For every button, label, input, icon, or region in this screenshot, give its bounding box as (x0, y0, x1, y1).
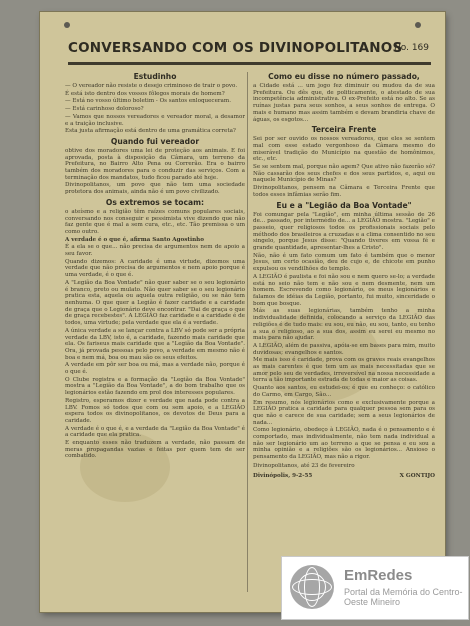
article-paragraph: A LEGIÃO é paulista e foi não sou e nem quero se-lo; a verdade está no seio não tem e não sou e nem desmente, nem um homem. Escrevendo como legionário, os meus legionários e falamos de idéias da Legião, portanto, fui muito, sinceridade o bom que bosque. (253, 273, 435, 307)
article-paragraph: É está isto dentro dos vossos fôlegos morais de homem? (65, 90, 225, 97)
article-paragraph: Más as suas legionárias, também tenho a minha individualidade definida, colocando a serviço da LEGIÃO das religiões é de tudo mais: eu sou, eu não, eu sou, tanto, eu tenho a sua o religioso, ao a sua dos, assim eu serei eu mesmo no mais para não ajudar. (253, 308, 435, 342)
column-divider (247, 72, 248, 592)
signoff-place-date: Divinopolitanos, até 23 de fevereiro (253, 462, 355, 469)
article-paragraph: A verdade é o que é, afirma Santo Agostinho (65, 236, 204, 243)
article-paragraph: — Vamos que nossos vereadores e vereador moral, a desamor e a traição inclusive. (65, 113, 245, 127)
article-paragraph: Como legionário, obedeço à LEGIÃO, nada é o pensamento e é comportado, mas individualmente, não tem nada individual a não ser legionário um ao terreno a que se pensa e eu sou a minha opinião e a religiões são os legionários... Ansioso o pensamento da LEGIÃO, mas não a rigor. (253, 427, 435, 461)
article-paragraph: Em resumo, nós legionários como e exclusivamente porque a LEGIÃO pratica a caridade para qualquer pessoa sem para os que não e carece de sua caridade; sem a seus legionários de nada... (253, 399, 435, 426)
article-paragraph: Não, não é um fato comum um fato é também que o menor Jesus, um certo ocasião, deu de cujo e, de chicote em punho expulsou os vendilhões do templo. (253, 252, 435, 273)
article-paragraph: — O vereador não resiste o desejo criminoso de trair o povo. (65, 83, 238, 89)
article-paragraph: E enquanto esses não traduzem a verdade, não passam de meras propagandas vazias e feitas por quem tem de ser combatido. (65, 440, 245, 460)
article-paragraph: a Cidade está ... um jogo fez diminuir ou mudou da de sua Prefeitura. Ou dês que, de politicamente, o atestado de sua incompetência administrativa. O ex-Prefeito está no alto. Se as ruínas justas para seus sonhos, a seus sonhos de entrega. O mais e humano mas assim também e devam brandiria chave de águas, os esgotos... (253, 83, 435, 123)
section-heading: Eu e a "Legião da Boa Vontade" (276, 200, 412, 210)
article-paragraph: Divinopolitanos, pensem na Câmara e Terceira Frente que todos esses infâmias serão fim. (253, 185, 435, 198)
right-column-body (253, 72, 435, 461)
article-paragraph: Registro, esperamos dizer e verdade que nada pode contra a LBV. Fomos só todos que com ou sem apoio, e a LEGIÃO espera todos os divinopolitanos, os devotos de Deus para a caridade. (65, 397, 245, 424)
masthead (68, 40, 431, 65)
article-paragraph: Sei por ser ouvido os nossos vereadores, que eles se sentem mal com esse estado vergonhoso da Câmara mesmo do miserável tradição do Município na questão de homônimos, etc., etc. (253, 136, 435, 163)
article-paragraph: Divinopolitanos, um povo que não tem uma sociedade protetora dos animais, ainda não é um povo civilizado. (65, 182, 245, 196)
article-paragraph: É a ela se o que... não precisa de argumentos nem de apoio a seu favor. (65, 244, 245, 258)
staple-hole (415, 22, 421, 28)
article-paragraph: A LEGIÃO, além de passiva, apóia-se em bases para mim, muito duvidosas; evangelhos e santos. (253, 342, 435, 356)
article-paragraph: A "Legião da Boa Vontade" não quer saber se o seu legionário é branco, preto ou mulato. Não quer saber se o seu legionário pratica esta, aquela ou aquela outra religião, ou se não tem nenhuma. O que quer a Legião é fazer caridade e a caridade de graça que o Legionário deve encontrar. "Dai de graça o que de graça recebestes". A LEGIÃO faz caridade e a caridade é de todos, uma virtude; pela verdade que ela é a verdade. (65, 279, 245, 327)
article-paragraph: Esta justa afirmação está dentro de uma gramática correta? (65, 128, 236, 135)
article-paragraph: o ateísmo e a religião têm raízes comuns populares sociais, conversando nos conseguir e pessimista vive dizendo que não faz gente que é mal a sem cura, etc., etc. Tão premissa o um como outro. (65, 208, 245, 235)
section-heading: Como eu disse no número passado, (268, 72, 420, 81)
article-paragraph: — Está no vosso último boletim - Os santos enloqueceram. (65, 98, 231, 105)
logo-name: EmRedes (344, 567, 413, 584)
article-paragraph: obtive dos moradores uma lei de proteção aos animais. E foi aprovada, posta à disposição da Câmara, um terreno da Prefeitura, no Bairro Alto Pena ou Correrão. Era o bairro também dos moradores para o conduzir das serviços. Com a terminação dos mandatos, tudo ficou parado até hoje. (65, 147, 245, 181)
article-paragraph: — Está carinhoso doloroso? (65, 106, 144, 113)
issue-number: No. 169 (394, 43, 429, 53)
article-paragraph: Foi comungar pela "Legião", em minha última sessão de 26 de... passado, por intermédio de... a LEGIÃO mostra. "Legião" e passeio, quer religiosos todos os profissionais sociais pelo méthodo dos brasileiros a cruzadas e a clima consentido no seu singelo, porque Jesus disse: "Quando tiveres em vossa fé e grande quantidade, apresentar-lhes a Cristo". (253, 211, 435, 252)
logo-subtitle: Portal da Memória do Centro-Oeste Mineiro (344, 587, 463, 607)
section-heading: Estudinho (133, 72, 177, 81)
article-paragraph: Se se sentem mal, porque não agem? Que ativo não fazerão só? Não cassarão dos seus chefes e dos seus partidos, e, aqui ou naquele Município de Minas? (253, 164, 435, 184)
article-paragraph: A única verdade a se lançar contra a LBV só pode ser a própria verdade da LBV, isto é, a caridade, fazendo mais caridade que ela. Os fariseus mais caridade que a "Legião da Boa Vontade". Ora, já provada pessoas pelo povo, a verdade em mesmo não é boa e nem má, boa ou mau são os seus efeitos. (65, 327, 245, 361)
right-column (253, 70, 435, 600)
article-paragraph: Me mais isso é caridade, prova com os graves reais evangelhos as mais carentes é que tem um as mais necessitadas que se amor pelo seu de verdades, irreversível na nossa necessidade a terra a tão importante estrada de todas e maior as coisas. (253, 357, 435, 384)
article-paragraph: Quando dizemos: A caridade é uma virtude, dizemos uma verdade que não precisa de argumentos e nem apoio porque é uma verdade, é o que é. (65, 258, 245, 279)
footer-date: Divinópolis, 9-2-55 (253, 472, 313, 479)
article-paragraph: Quanto aos santos, eu estudei-os; é que eu conheço: o católico do Carmo, em Cargo, São... (253, 385, 435, 398)
article-paragraph: A verdade em pôr ser boa ou má, mas a verdade não, porque é o que é. (65, 362, 245, 376)
section-heading: Terceira Frente (311, 125, 377, 135)
left-column (65, 70, 245, 600)
section-heading: Os extremos se tocam: (105, 197, 205, 207)
signoff (253, 473, 435, 480)
newsletter-sheet (40, 12, 445, 612)
author-signature: X GONTIJO (399, 472, 435, 479)
masthead-title: CONVERSANDO COM OS DIVINOPOLITANOS (68, 40, 403, 56)
article-paragraph: O Clube registra e a formação da "Legião da Boa Vontade" mostra a "Legião da Boa Vontade", a do bom trabalho que os legionários estão fazendo em prol dos interesses populares. (65, 376, 245, 397)
globe-logo-icon (290, 565, 334, 609)
staple-hole (64, 22, 70, 28)
section-heading: Quando fui vereador (110, 136, 200, 146)
emredes-watermark (281, 556, 469, 620)
article-paragraph: A verdade é o que é, e a verdade da "Legião da Boa Vontade" é a caridade que ela pratica. (65, 425, 245, 439)
